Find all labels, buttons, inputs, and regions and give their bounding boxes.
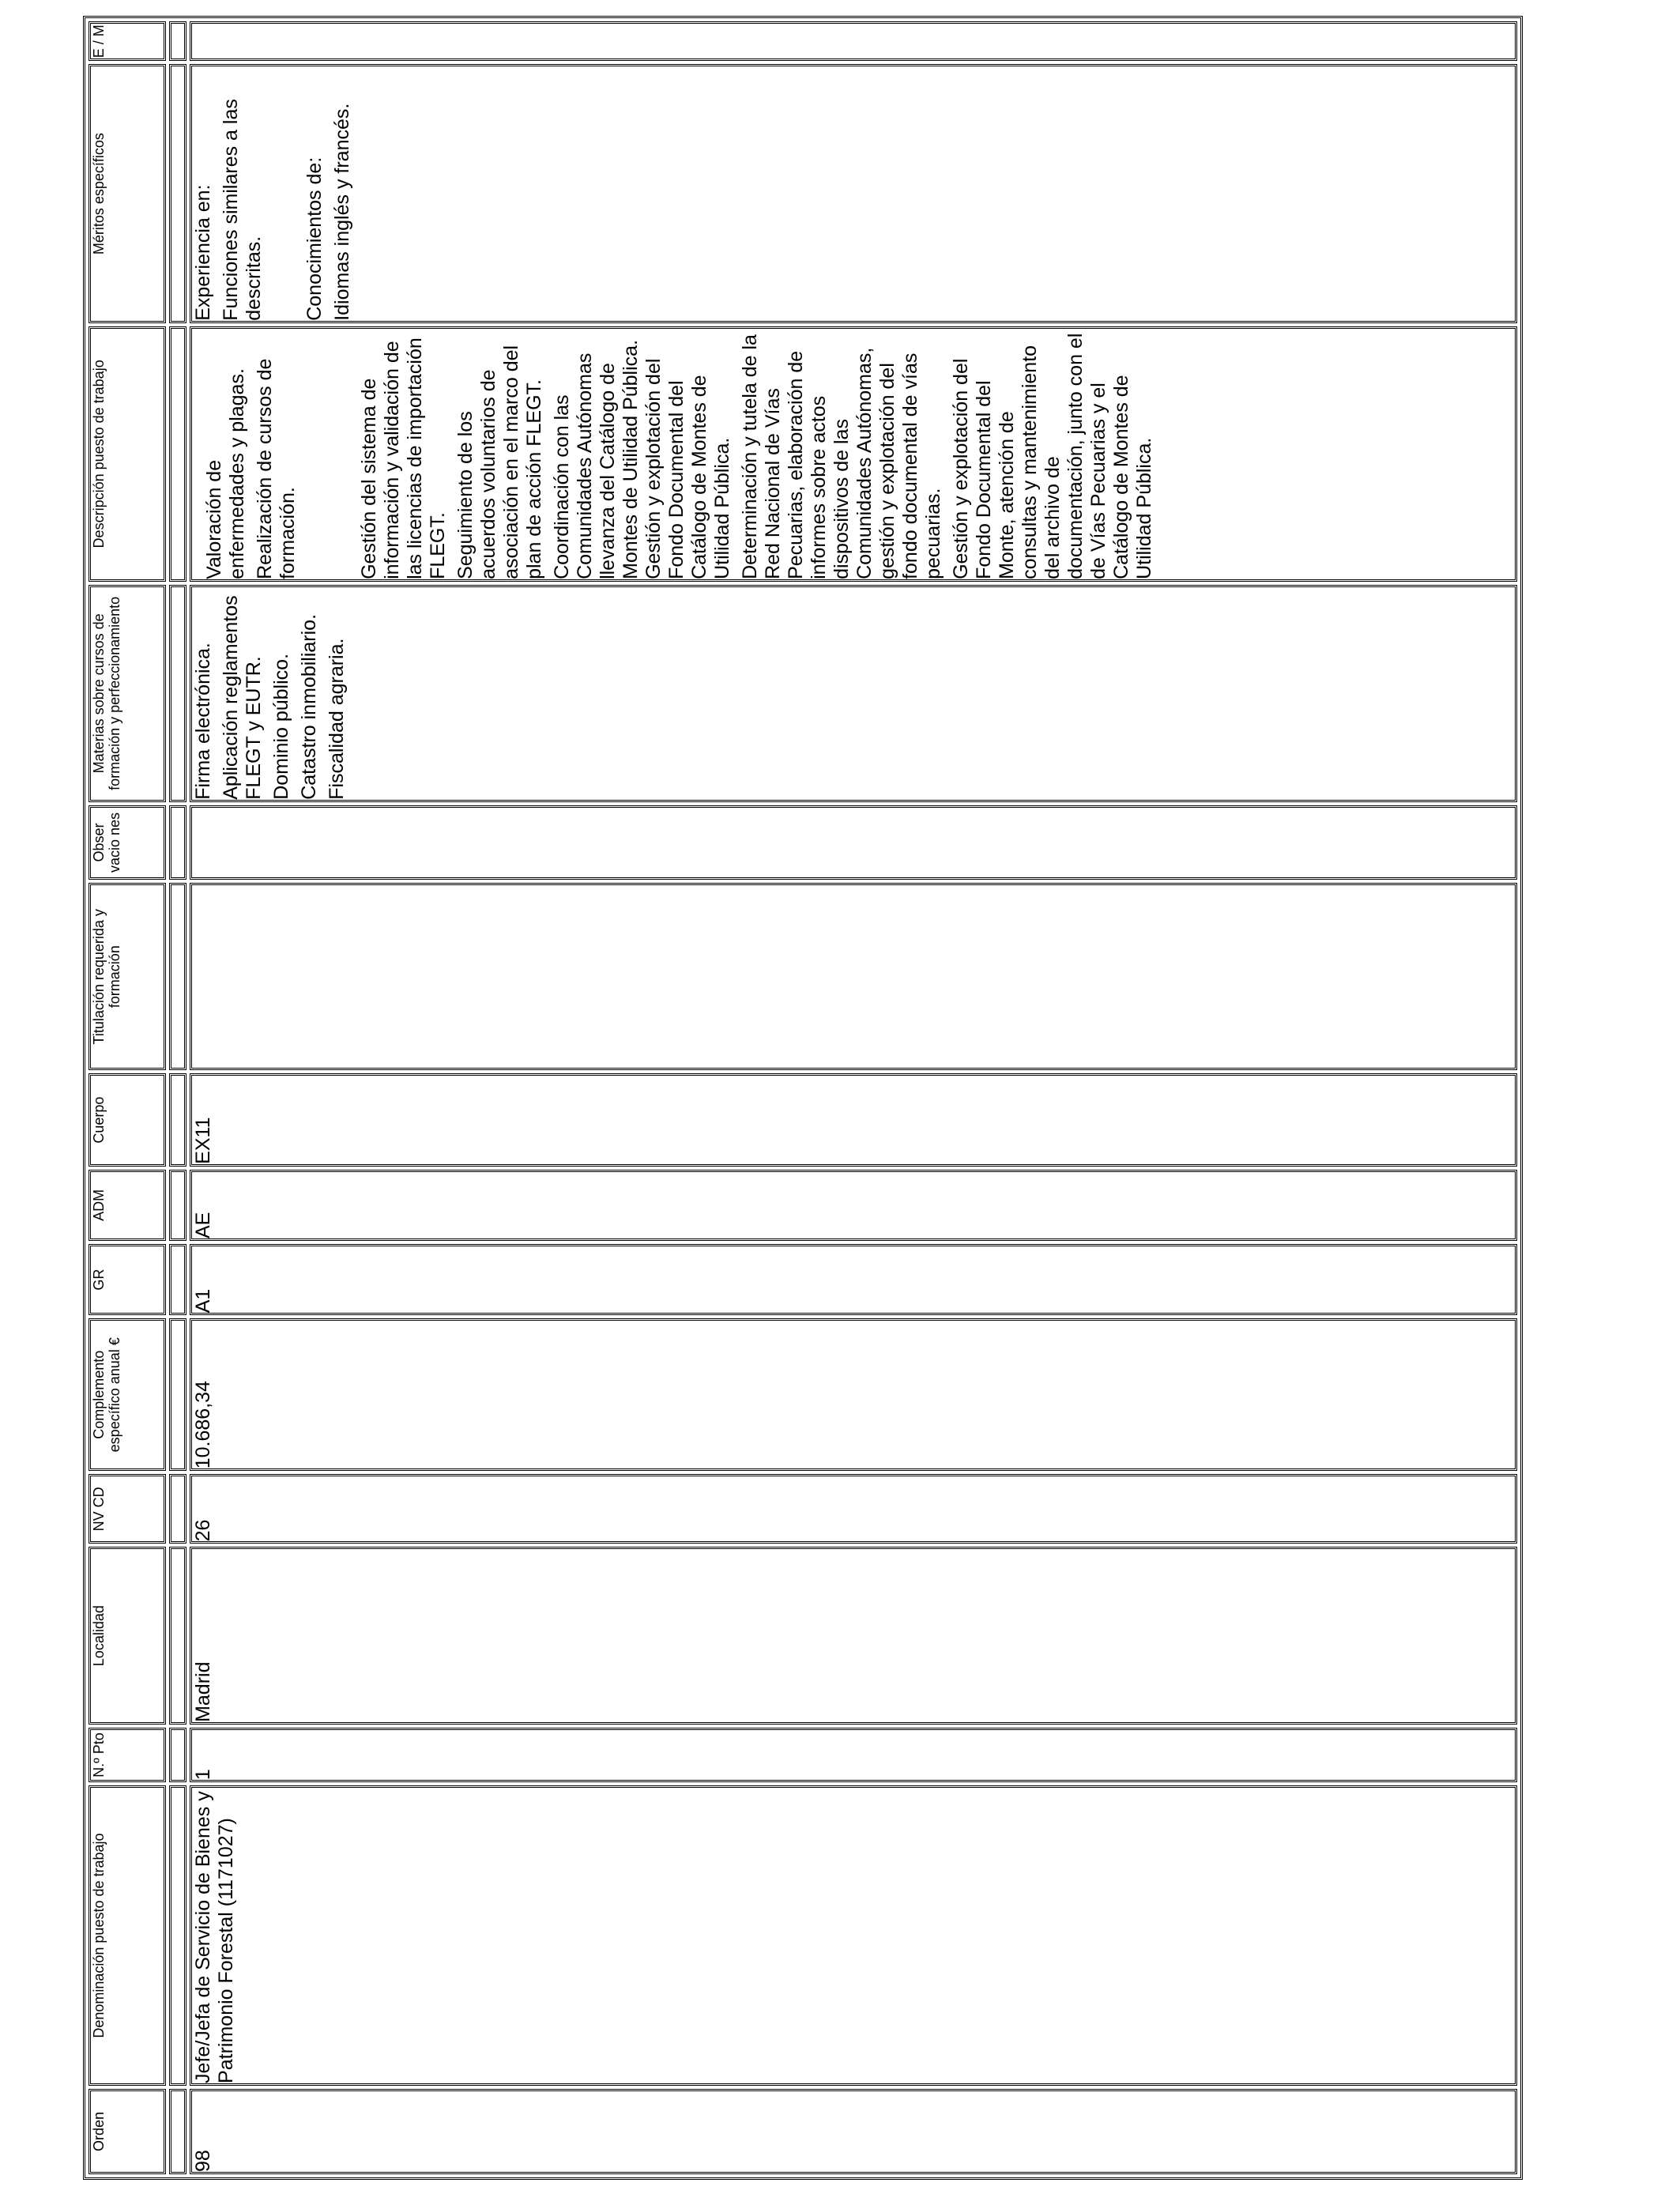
materia-item: Dominio público.	[270, 653, 292, 800]
spacer-cell	[169, 1547, 186, 1725]
meritos-experiencia-label: Experiencia en:	[192, 184, 214, 321]
header-adm: ADM	[89, 1170, 166, 1241]
cell-em	[190, 21, 1517, 61]
header-n-pto: N.º Pto	[89, 1728, 166, 1782]
nv-cd-value: 26	[192, 1519, 214, 1542]
header-em: E / M	[89, 21, 166, 61]
descripcion-item: Seguimiento de los acuerdos voluntarios de asociación en el marco del plan de acción FLEGT.	[454, 345, 545, 579]
spacer-cell	[169, 883, 186, 1070]
cell-localidad	[190, 1547, 1517, 1725]
header-nv-cd: NV CD	[89, 1474, 166, 1544]
header-row	[89, 21, 166, 2174]
cell-complemento	[190, 1318, 1517, 1471]
n-pto-value: 1	[192, 1769, 214, 1781]
materia-item: Fiscalidad agraria.	[326, 638, 348, 800]
table-row	[190, 21, 1517, 2174]
spacer-cell	[169, 1728, 186, 1782]
header-descripcion: Descripción puesto de trabajo	[89, 326, 166, 582]
spacer-cell	[169, 1318, 186, 1471]
spacer-cell	[169, 326, 186, 582]
header-titulacion: Titulación requerida y formación	[89, 883, 166, 1070]
spacer-cell	[169, 1073, 186, 1167]
continued-description-item: Valoración de enfermedades y plagas.	[203, 368, 248, 579]
orden-value: 98	[192, 2150, 214, 2172]
spacer-cell	[169, 2089, 186, 2174]
spacer-cell	[169, 1244, 186, 1315]
cell-descripcion	[190, 326, 1517, 582]
header-gr: GR	[89, 1244, 166, 1315]
descripcion-item: Gestión del sistema de información y validación de las licencias de importación FLEGT.	[358, 337, 449, 579]
cell-n-pto	[190, 1728, 1517, 1782]
cell-materias	[190, 585, 1517, 802]
spacer-cell	[169, 1785, 186, 2086]
job-positions-table	[83, 16, 1523, 2180]
spacer-cell	[169, 805, 186, 880]
meritos-experiencia: Funciones similares a las descritas.	[220, 99, 265, 321]
cell-gr	[190, 1244, 1517, 1315]
cell-cuerpo	[190, 1073, 1517, 1167]
header-complemento: Complemento específico anual €	[89, 1318, 166, 1471]
spacer-cell	[169, 1474, 186, 1544]
rotated-table-page	[83, 16, 1523, 2180]
spacer-cell	[169, 1170, 186, 1241]
header-materias: Materias sobre cursos de formación y perfeccionamiento	[89, 585, 166, 802]
cell-nv-cd	[190, 1474, 1517, 1544]
materia-item: Catastro inmobiliario.	[298, 613, 320, 800]
descripcion-item: Gestión y explotación del Fondo Documental del Monte, atención de consultas y mantenimiento del archivo de documentación, junto con el de Vías Pecuarias y el Catálogo de Montes de Utilidad Pública.	[950, 333, 1155, 579]
cell-observaciones	[190, 805, 1517, 880]
spacer-cell	[169, 21, 186, 61]
header-localidad: Localidad	[89, 1547, 166, 1725]
header-cuerpo: Cuerpo	[89, 1073, 166, 1167]
descripcion-item: Coordinación con las Comunidades Autónomas llevanza del Catálogo de Montes de Utilidad Pública. Gestión y explotación del Fondo Documental del Catálogo de Montes de Utilidad Pública.	[551, 339, 733, 579]
descripcion-item: Determinación y tutela de la Red Nacional de Vías Pecuarias, elaboración de informes sobre actos dispositivos de las Comunidades Autónomas, gestión y explotación del fondo documental de vías pecuarias.	[739, 334, 944, 579]
cell-titulacion	[190, 883, 1517, 1070]
cell-denominacion	[190, 1785, 1517, 2086]
localidad-value: Madrid	[192, 1661, 214, 1722]
adm-value: AE	[192, 1212, 214, 1239]
denominacion-value: Jefe/Jefa de Servicio de Bienes y Patrimonio Forestal (1171027)	[192, 1791, 237, 2083]
meritos-conocimientos: Idiomas inglés y francés.	[331, 103, 353, 321]
spacer-row	[169, 21, 186, 2174]
header-observaciones: Obser vacio nes	[89, 805, 166, 880]
spacer-cell	[169, 64, 186, 322]
gr-value: A1	[192, 1288, 214, 1314]
continued-description	[203, 329, 358, 579]
spacer-cell	[169, 585, 186, 802]
materia-item: Aplicación reglamentos FLEGT y EUTR.	[220, 595, 265, 800]
continued-description-item: Realización de cursos de formación.	[254, 358, 299, 579]
cell-adm	[190, 1170, 1517, 1241]
complemento-value: 10.686,34	[192, 1381, 214, 1469]
header-meritos: Méritos específicos	[89, 64, 166, 322]
meritos-conocimientos-label: Conocimientos de:	[303, 156, 326, 321]
cuerpo-value: EX11	[192, 1117, 214, 1164]
header-orden: Orden	[89, 2089, 166, 2174]
cell-orden	[190, 2089, 1517, 2174]
header-denominacion: Denominación puesto de trabajo	[89, 1785, 166, 2086]
cell-meritos	[190, 64, 1517, 322]
materia-item: Firma electrónica.	[192, 643, 214, 800]
